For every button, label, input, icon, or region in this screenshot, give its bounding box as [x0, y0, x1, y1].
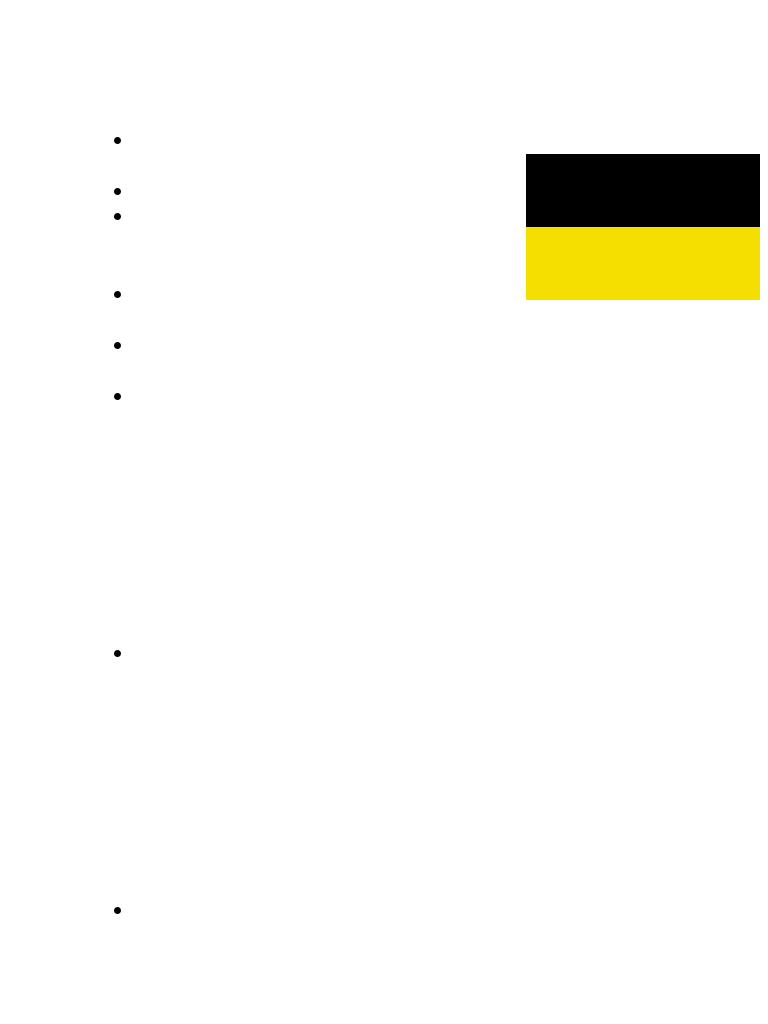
bullet-dot	[114, 137, 121, 144]
bullet-dot	[114, 342, 121, 349]
flag-yellow-stripe	[526, 227, 760, 300]
bullet-dot	[114, 291, 121, 298]
bullet-dot	[114, 213, 121, 220]
bullet-dot	[114, 907, 121, 914]
kashubian-flag	[526, 154, 760, 300]
flag-black-stripe	[526, 154, 760, 227]
bullet-dot	[114, 650, 121, 657]
bullet-dot	[114, 393, 121, 400]
bullet-dot	[114, 188, 121, 195]
